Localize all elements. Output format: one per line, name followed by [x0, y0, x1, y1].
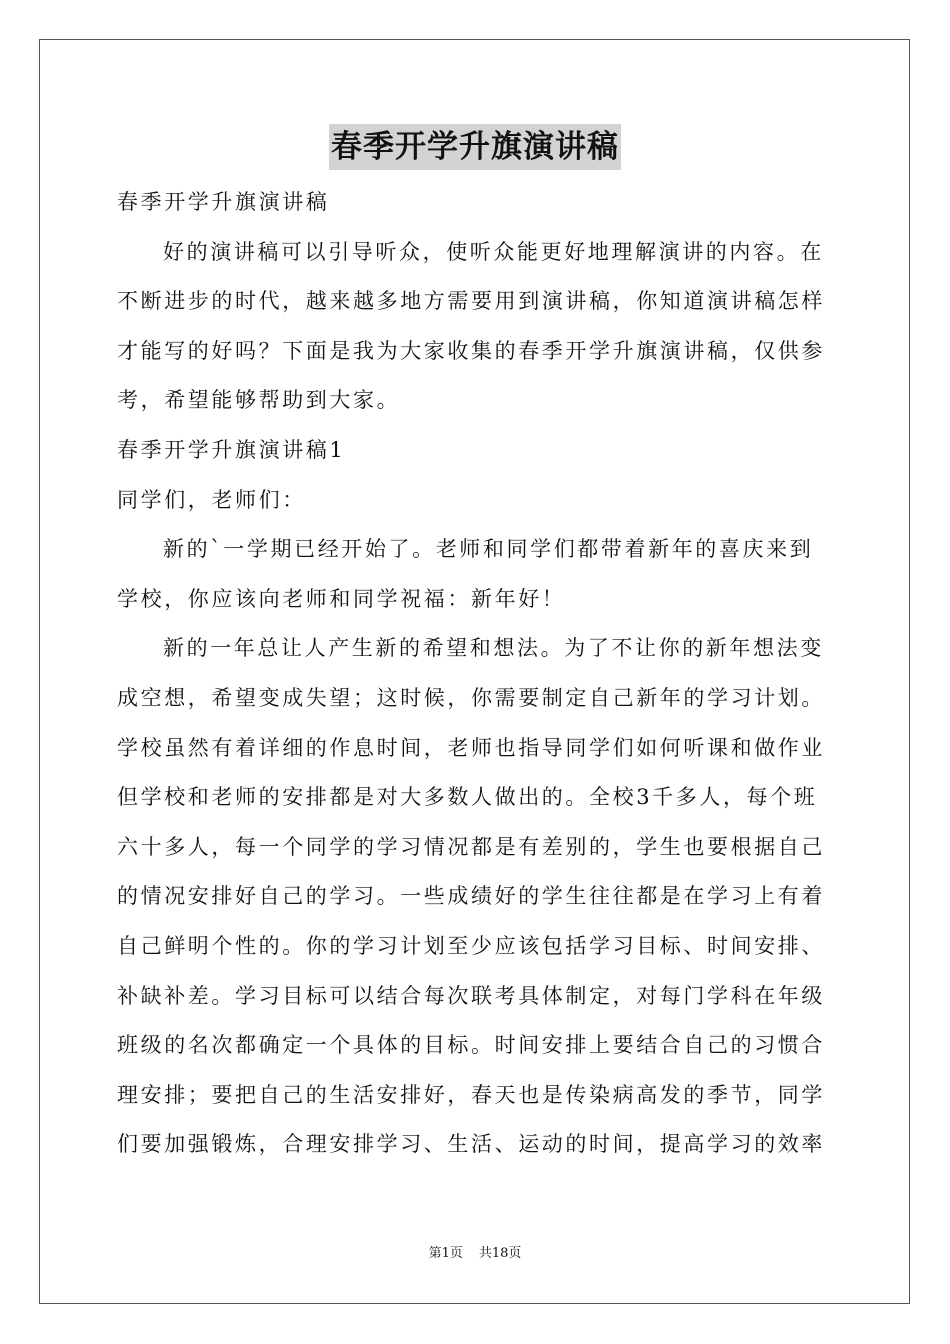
text-line: 不断进步的时代，越来越多地方需要用到演讲稿，你知道演讲稿怎样: [117, 289, 825, 314]
text-line: 学校虽然有着详细的作息时间，老师也指导同学们如何听课和做作业: [117, 735, 825, 760]
text-line: 的情况安排好自己的学习。一些成绩好的学生往往都是在学习上有着: [117, 884, 825, 909]
text-line: 但学校和老师的安排都是对大多数人做出的。全校3千多人，每个班: [117, 785, 818, 810]
text-line: 补缺补差。学习目标可以结合每次联考具体制定，对每门学科在年级: [117, 983, 825, 1008]
page-number: 第1页: [428, 1246, 463, 1261]
page-footer: [0, 1245, 950, 1263]
text-line: 同学们，老师们：: [117, 487, 306, 512]
text-line: 好的演讲稿可以引导听众，使听众能更好地理解演讲的内容。在: [163, 239, 824, 264]
document-title: 春季开学升旗演讲稿: [329, 124, 621, 170]
page-total: 共18页: [478, 1246, 522, 1261]
text-line: 才能写的好吗？下面是我为大家收集的春季开学升旗演讲稿，仅供参: [117, 338, 825, 363]
document-body: [117, 178, 833, 1170]
text-line: 们要加强锻炼，合理安排学习、生活、运动的时间，提高学习的效率: [117, 1132, 825, 1157]
text-line: 自己鲜明个性的。你的学习计划至少应该包括学习目标、时间安排、: [117, 933, 825, 958]
text-line: 六十多人，每一个同学的学习情况都是有差别的，学生也要根据自己: [117, 834, 825, 859]
text-line: 春季开学升旗演讲稿1: [117, 437, 346, 462]
text-line: 新的`一学期已经开始了。老师和同学们都带着新年的喜庆来到: [163, 537, 814, 562]
text-line: 成空想，希望变成失望；这时候，你需要制定自己新年的学习计划。: [117, 685, 825, 710]
text-line: 班级的名次都确定一个具体的目标。时间安排上要结合自己的习惯合: [117, 1033, 825, 1058]
text-line: 学校，你应该向老师和同学祝福：新年好！: [117, 586, 566, 611]
title-container: [0, 124, 950, 170]
text-line: 新的一年总让人产生新的希望和想法。为了不让你的新年想法变: [163, 636, 824, 661]
text-line: 考，希望能够帮助到大家。: [117, 388, 401, 413]
text-line: 理安排；要把自己的生活安排好，春天也是传染病高发的季节，同学: [117, 1082, 825, 1107]
text-line: 春季开学升旗演讲稿: [117, 190, 330, 214]
